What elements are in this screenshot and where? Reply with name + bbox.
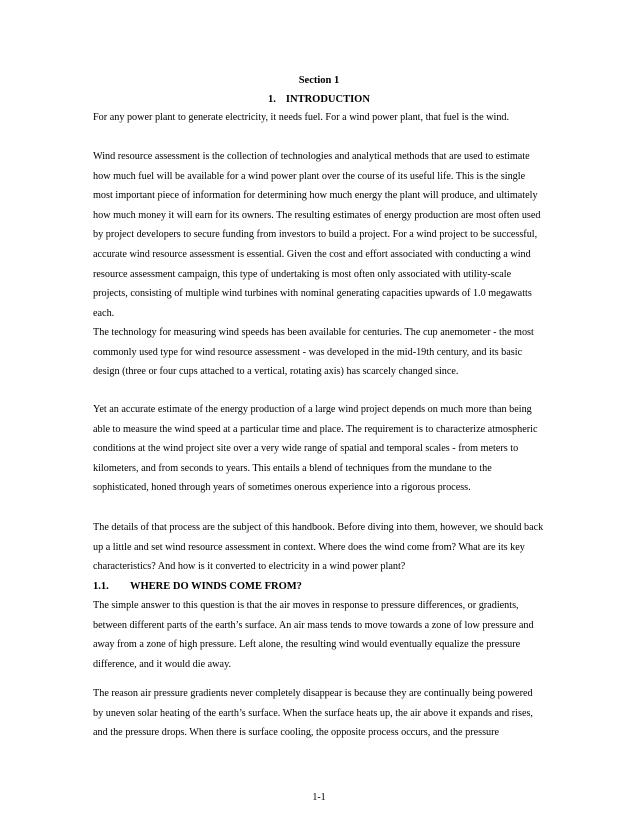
paragraph: The technology for measuring wind speeds has been available for centuries. The cup anemometer - the most commonly used type for wind resource assessment - was developed in the mid-19th century, and its basic design (three or four cups attached to a vertical, rotating axis) has scarcely changed since. bbox=[93, 327, 534, 378]
page-number: 1-1 bbox=[312, 792, 326, 803]
paragraph: Wind resource assessment is the collection of technologies and analytical methods that are used to estimate how much fuel will be available for a wind power plant over the course of its useful life. This is the single most important piece of information for determining how much energy the plant will produce, and ultimately how much money it will earn for its owners. The resulting estimates of energy production are most often used by project developers to secure funding from investors to build a project. For a wind project to be successful, accurate wind resource assessment is essential. Given the cost and effort associated with conducting a wind resource assessment campaign, this type of undertaking is most often only associated with utility-scale projects, consisting of multiple wind turbines with nominal generating capacities upwards of 1.0 megawatts each. bbox=[93, 151, 541, 319]
paragraph: For any power plant to generate electricity, it needs fuel. For a wind power plant, that fuel is the wind. bbox=[93, 112, 510, 123]
subsection-title: WHERE DO WINDS COME FROM? bbox=[130, 581, 302, 592]
chapter-title: INTRODUCTION bbox=[285, 94, 370, 105]
subsection-number: 1.1. bbox=[93, 581, 109, 592]
subsection-heading bbox=[93, 577, 302, 597]
paragraph: Yet an accurate estimate of the energy production of a large wind project depends on much more than being able to measure the wind speed at a particular time and place. The requirement is to characterize atmospheric conditions at the wind project site over a very wide range of spatial and temporal scales - from meters to kilometers, and from seconds to years. This entails a blend of techniques from the mundane to the sophisticated, honed through years of sometimes onerous experience into a rigorous process. bbox=[93, 404, 538, 494]
paragraph: The reason air pressure gradients never completely disappear is because they are continually being powered by uneven solar heating of the earth’s surface. When the surface heats up, the air above it expands and rises, and the pressure drops. When there is surface cooling, the opposite process occurs, and the pressure bbox=[93, 688, 533, 739]
section-label: Section 1 bbox=[298, 75, 340, 86]
paragraph: The simple answer to this question is that the air moves in response to pressure differences, or gradients, between different parts of the earth’s surface. An air mass tends to move towards a zone of low pressure and away from a zone of high pressure. Left alone, the resulting wind would eventually equalize the pressure difference, and it would die away. bbox=[93, 600, 534, 670]
chapter-heading bbox=[0, 93, 638, 107]
paragraph: The details of that process are the subject of this handbook. Before diving into them, however, we should back up a little and set wind resource assessment in context. Where does the wind come from? What are its key characteristics? And how is it converted to electricity in a wind power plant? bbox=[93, 522, 544, 573]
chapter-number: 1. bbox=[268, 94, 276, 105]
